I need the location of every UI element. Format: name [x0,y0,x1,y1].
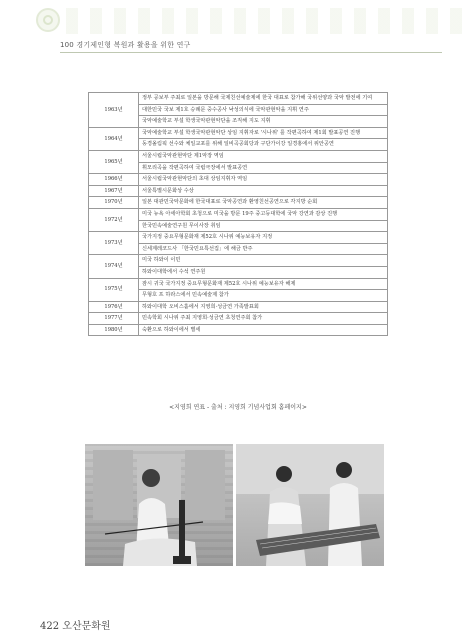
event-cell: 동경올림픽 선수와 체일교포를 위해 일비곡공회당과 구단가이강 일경홍에서 위안공연 [139,139,388,151]
year-cell: 1966년 [89,174,139,186]
corner-ornament-icon [36,8,60,32]
event-cell: 국악예술학교 부설 학생국악관현악단을 조직해 지도 지휘 [139,116,388,128]
event-cell: 잠시 귀국 국가지정 중요무형문화재 제52호 시나위 예능보유자 해제 [139,278,388,290]
photo-couple-performing [236,444,384,566]
event-cell: 대한민국 국보 제1호 승례문 중수공사 낙성의식에 국악관현악을 지휘 연주 [139,104,388,116]
year-cell: 1980년 [89,324,139,336]
event-cell: 민속학회 시나위 주최 지영희·성금연 초청연주회 참가 [139,313,388,325]
year-cell: 1977년 [89,313,139,325]
event-cell: 국가지정 중요무형문화재 제52호 시나위 예능보유자 지정 [139,232,388,244]
table-row [89,313,388,325]
year-cell: 1972년 [89,208,139,231]
table-row [89,185,388,197]
table-row [89,232,388,244]
event-cell: 서울시립국악관현악단의 초대 상임지휘자 역임 [139,174,388,186]
table-row [89,174,388,186]
year-cell: 1976년 [89,301,139,313]
table-row [89,301,388,313]
table-row [89,324,388,336]
event-cell: 휘모리곡을 작편곡하여 국립극장에서 발표공연 [139,162,388,174]
table-row [89,278,388,290]
event-cell: 정부 공보부 주최로 일본을 방문해 국제친선예술제에 한국 대표로 참가해 국위선양과 국악 발전에 기여 [139,93,388,105]
event-cell: 서울시립국악관현악단 제1악장 역임 [139,150,388,162]
event-cell: 무형호 프 하라스에서 민속예술제 참가 [139,290,388,302]
photo-illustration [85,444,233,566]
header-decoration [66,8,471,34]
event-cell: 하와이대학 오비스홀에서 지영희·성금연 가족발표회 [139,301,388,313]
year-cell: 1975년 [89,278,139,301]
event-cell: 국악예술학교 부설 학생국악관현악단 상임 지휘자로 '시나위' 를 작편곡하여 제1회 발표공연 진행 [139,127,388,139]
table-row [89,93,388,105]
event-cell: 미국 하와이 이민 [139,255,388,267]
header-divider [60,52,442,53]
year-cell: 1965년 [89,150,139,173]
year-cell: 1964년 [89,127,139,150]
year-cell: 1967년 [89,185,139,197]
table-row [89,255,388,267]
year-cell: 1970년 [89,197,139,209]
year-cell: 1974년 [89,255,139,278]
event-cell: 일본 대관민국악문화에 한국대표로 국악공연과 환영친선공연으로 각지방 순회 [139,197,388,209]
page-number: 422 [40,621,60,632]
table-row [89,197,388,209]
event-cell: 미국 뉴욕 아세아학회 초청으로 미국을 방문 19주 중고등대학에 국악 강연과 감상 진행 [139,208,388,220]
event-cell: 서울특별시문화상 수상 [139,185,388,197]
table-row [89,127,388,139]
page-footer [40,617,111,632]
event-cell: 한국민속예술연구원 무이사장 취임 [139,220,388,232]
event-cell: 하와이대학에서 수석 연주원 [139,266,388,278]
photo-musician-playing [85,444,233,566]
event-cell: 숙환으로 하와이에서 별세 [139,324,388,336]
table-row [89,150,388,162]
table-row [89,208,388,220]
table-caption: <지영희 연표 - 출처 : 지영희 기념사업회 홈페이지> [169,404,307,411]
event-cell: 신세계레코드사 「한국민요특선집」에 해금 반주 [139,243,388,255]
year-cell: 1973년 [89,232,139,255]
running-header: 100 경기제인형 복원과 활용을 위한 연구 [60,41,191,49]
photo-illustration [236,444,384,566]
year-cell: 1963년 [89,93,139,128]
book-title: 오산문화원 [62,621,111,632]
chronology-table [88,92,388,336]
